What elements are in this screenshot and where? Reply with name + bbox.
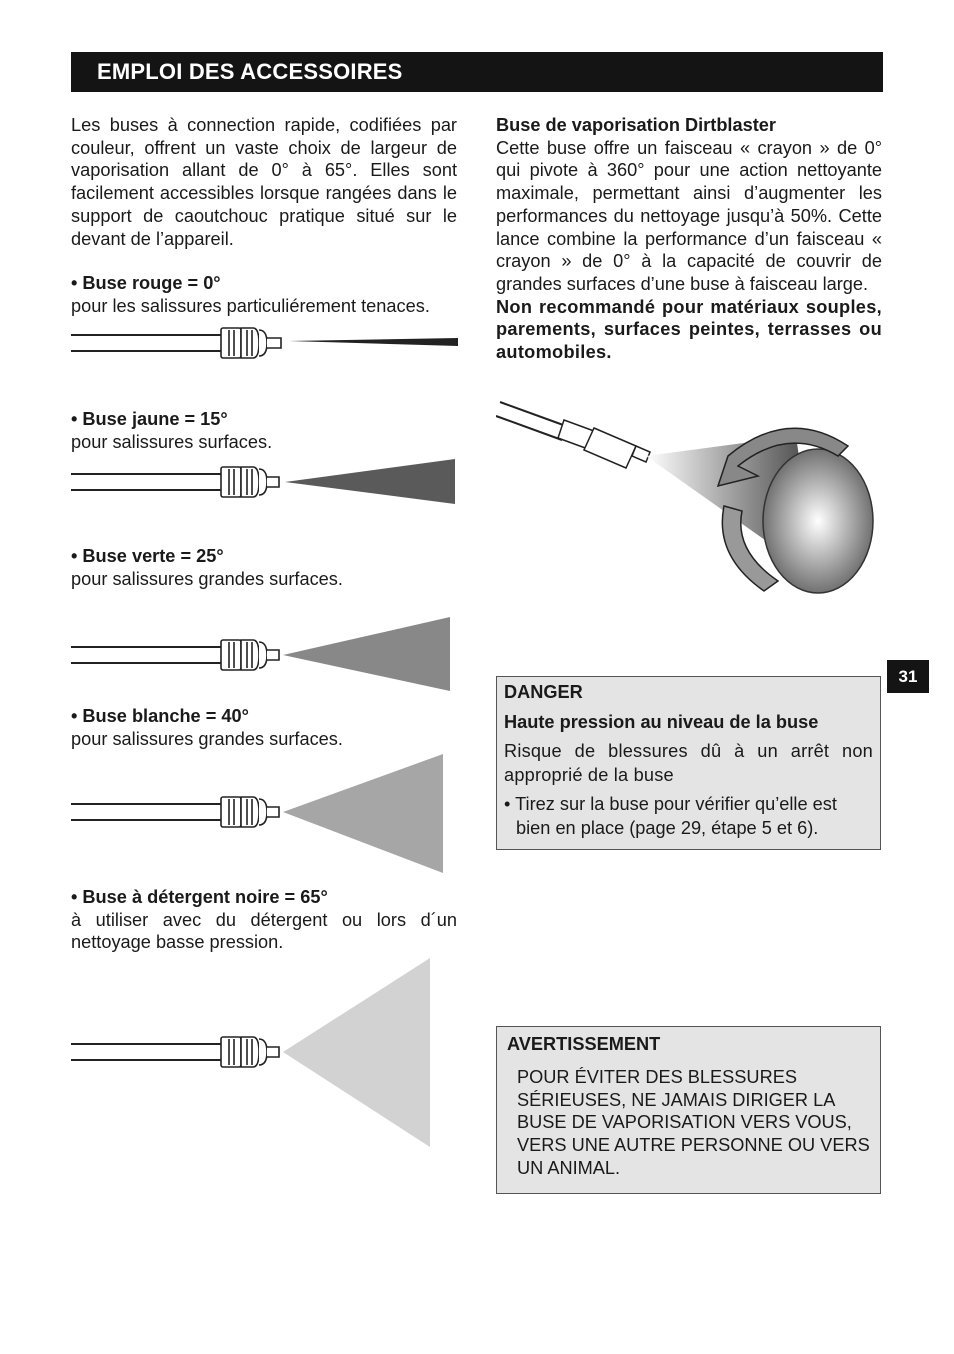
dirtblaster-section <box>496 114 882 364</box>
warning-title: AVERTISSEMENT <box>507 1034 661 1054</box>
nozzle-red <box>71 272 457 317</box>
nozzle-title: • Buse rouge = 0° <box>71 273 221 293</box>
nozzle-yellow <box>71 408 457 453</box>
section-header <box>71 52 883 92</box>
intro-text <box>71 114 457 250</box>
dirtblaster-title: Buse de vaporisation Dirtblaster <box>496 115 776 135</box>
danger-box <box>496 676 881 850</box>
nozzle-fitting <box>221 328 281 358</box>
nozzle-yellow-illustration <box>71 456 461 508</box>
intro-paragraph: Les buses à connection rapide, codifiées par couleur, offrent un vaste choix de largeur de vaporisation allant de 0° à 65°. Elles sont facilement accessibles lorsque rangées dans le support de caoutchouc pratique situé sur le devant de l’appareil. <box>71 115 457 249</box>
dirtblaster-text: Cette buse offre un faisceau « crayon » de 0° qui pivote à 360° pour une action nettoyante maximale, permettant ainsi d’augmenter les performances du nettoyage jusqu’à 50%. Cette lance combine la performance d’un faisceau « crayon » de 0° à la capacité de couvrir de grandes surfaces d’une buse à faisceau large. <box>496 137 882 294</box>
nozzle-desc: pour salissures grandes surfaces. <box>71 568 343 589</box>
nozzle-title: • Buse à détergent noire = 65° <box>71 887 328 907</box>
spray-disc <box>763 449 873 593</box>
dirtblaster-warning: Non recommandé pour matériaux souples, parements, surfaces peintes, terrasses ou automobiles. <box>496 296 882 363</box>
nozzle-black <box>71 886 457 954</box>
nozzle-white <box>71 705 457 750</box>
spray-jet <box>283 958 430 1147</box>
dirtblaster-fitting <box>558 420 650 468</box>
spray-jet <box>289 338 458 346</box>
warning-text: POUR ÉVITER DES BLESSURES SÉRIEUSES, NE JAMAIS DIRIGER LA BUSE DE VAPORISATION VERS VOUS, VERS UNE AUTRE PERSONNE OU VERS UN ANIMAL. <box>517 1066 870 1178</box>
nozzle-title: • Buse blanche = 40° <box>71 706 249 726</box>
warning-box <box>496 1026 881 1194</box>
nozzle-title: • Buse jaune = 15° <box>71 409 228 429</box>
page-number: 31 <box>887 660 929 693</box>
nozzle-black-illustration <box>71 956 461 1150</box>
nozzle-desc: pour salissures grandes surfaces. <box>71 728 343 749</box>
danger-text: Risque de blessures dû à un arrêt non approprié de la buse <box>504 741 873 785</box>
nozzle-red-illustration <box>71 322 461 366</box>
spray-jet <box>283 754 443 873</box>
danger-bullet: • Tirez sur la buse pour vérifier qu’elle est bien en place (page 29, étape 5 et 6). <box>504 794 837 838</box>
nozzle-desc: à utiliser avec du détergent ou lors d´un nettoyage basse pression. <box>71 909 457 953</box>
nozzle-title: • Buse verte = 25° <box>71 546 224 566</box>
nozzle-white-illustration <box>71 752 461 876</box>
spray-jet <box>285 459 455 504</box>
danger-title: DANGER <box>504 682 583 702</box>
nozzle-green <box>71 545 457 590</box>
danger-subtitle: Haute pression au niveau de la buse <box>504 711 819 732</box>
spray-jet <box>283 617 450 691</box>
dirtblaster-illustration <box>496 396 886 600</box>
section-title: EMPLOI DES ACCESSOIRES <box>97 59 403 84</box>
nozzle-green-illustration <box>71 614 461 694</box>
nozzle-desc: pour salissures surfaces. <box>71 431 273 452</box>
nozzle-desc: pour les salissures particuliérement tenaces. <box>71 295 430 316</box>
